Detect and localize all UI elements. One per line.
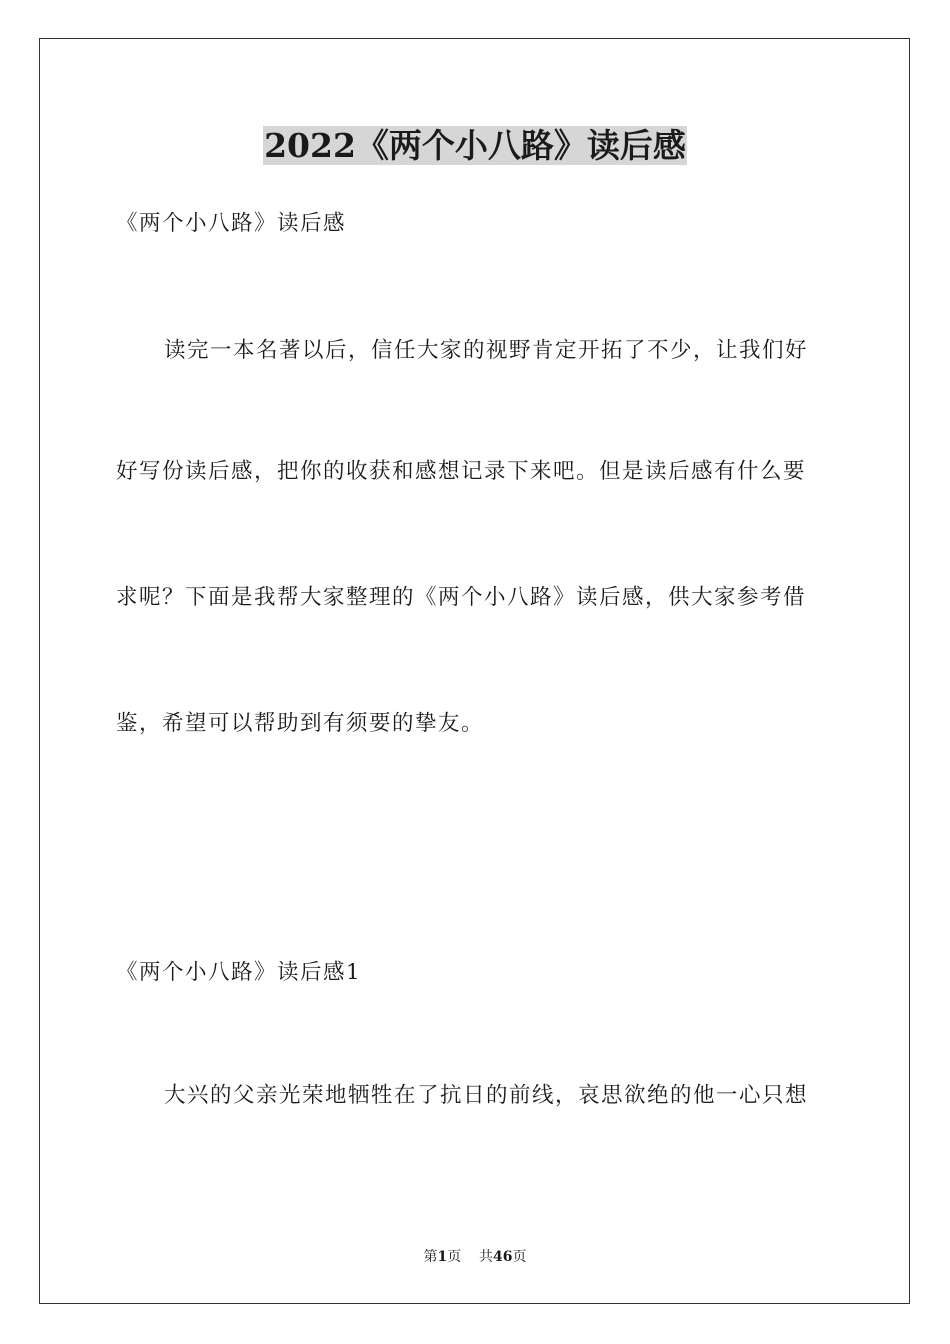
page-footer [0,1247,950,1267]
footer-page-suffix: 页 [447,1249,462,1265]
footer-page-prefix: 第 [423,1249,438,1265]
paragraph-line: 好写份读后感，把你的收获和感想记录下来吧。但是读后感有什么要 [116,459,807,484]
paragraph-line: 鉴，希望可以帮助到有须要的挚友。 [116,711,485,736]
footer-total-prefix: 共 [479,1249,494,1265]
paragraph-line: 求呢？下面是我帮大家整理的《两个小八路》读后感，供大家参考借 [116,585,807,610]
document-title [0,124,950,168]
section-heading-intro: 《两个小八路》读后感 [116,211,347,236]
document-title-text: 2022《两个小八路》读后感 [264,126,686,165]
paragraph-line: 读完一本名著以后，信任大家的视野肯定开拓了不少，让我们好 [164,338,809,363]
footer-total-suffix: 页 [512,1249,527,1265]
footer-total-pages: 46 [493,1249,513,1265]
section-heading-1: 《两个小八路》读后感1 [116,960,362,985]
footer-page-number: 1 [437,1249,448,1265]
paragraph-line: 大兴的父亲光荣地牺牲在了抗日的前线，哀思欲绝的他一心只想 [164,1083,809,1108]
